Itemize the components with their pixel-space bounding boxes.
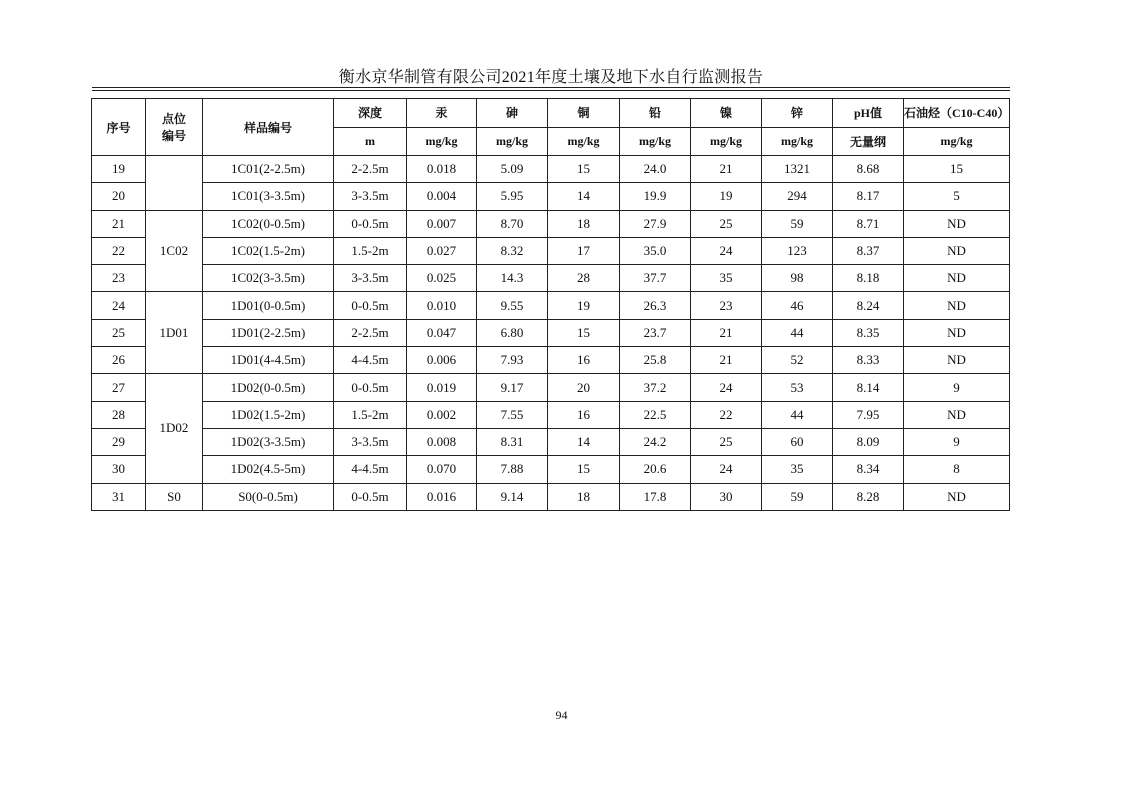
cell-ph: 8.37 — [833, 237, 904, 264]
cell-site: 1C02 — [146, 210, 203, 292]
cell-nickel: 23 — [691, 292, 762, 319]
cell-ph: 8.33 — [833, 347, 904, 374]
cell-sample: 1D01(2-2.5m) — [203, 319, 334, 346]
cell-lead: 23.7 — [620, 319, 691, 346]
unit-copper: mg/kg — [548, 127, 620, 156]
cell-index: 30 — [92, 456, 146, 483]
results-table — [91, 98, 1010, 511]
cell-depth: 1.5-2m — [334, 237, 407, 264]
cell-copper: 28 — [548, 265, 620, 292]
unit-zinc: mg/kg — [762, 127, 833, 156]
cell-copper: 17 — [548, 237, 620, 264]
cell-zinc: 53 — [762, 374, 833, 401]
cell-zinc: 35 — [762, 456, 833, 483]
cell-petroleum: 5 — [904, 183, 1010, 210]
cell-mercury: 0.004 — [407, 183, 477, 210]
cell-index: 28 — [92, 401, 146, 428]
cell-petroleum: 8 — [904, 456, 1010, 483]
cell-ph: 7.95 — [833, 401, 904, 428]
cell-nickel: 19 — [691, 183, 762, 210]
cell-ph: 8.17 — [833, 183, 904, 210]
cell-sample: 1D02(0-0.5m) — [203, 374, 334, 401]
cell-lead: 25.8 — [620, 347, 691, 374]
cell-petroleum: ND — [904, 237, 1010, 264]
table-row — [92, 210, 1010, 237]
table-row — [92, 428, 1010, 455]
cell-petroleum: ND — [904, 319, 1010, 346]
cell-copper: 20 — [548, 374, 620, 401]
cell-depth: 0-0.5m — [334, 210, 407, 237]
cell-depth: 0-0.5m — [334, 483, 407, 510]
cell-zinc: 44 — [762, 401, 833, 428]
col-header-site-line2: 编号 — [161, 129, 186, 143]
cell-copper: 15 — [548, 456, 620, 483]
cell-ph: 8.68 — [833, 156, 904, 183]
cell-nickel: 35 — [691, 265, 762, 292]
cell-arsenic: 5.09 — [477, 156, 548, 183]
cell-index: 29 — [92, 428, 146, 455]
cell-copper: 18 — [548, 483, 620, 510]
cell-nickel: 24 — [691, 374, 762, 401]
cell-arsenic: 6.80 — [477, 319, 548, 346]
table-row — [92, 374, 1010, 401]
col-header-mercury: 汞 — [407, 99, 477, 128]
cell-ph: 8.18 — [833, 265, 904, 292]
table-row — [92, 237, 1010, 264]
cell-mercury: 0.025 — [407, 265, 477, 292]
cell-copper: 16 — [548, 347, 620, 374]
col-header-depth: 深度 — [334, 99, 407, 128]
cell-ph: 8.24 — [833, 292, 904, 319]
cell-nickel: 30 — [691, 483, 762, 510]
cell-petroleum: 9 — [904, 374, 1010, 401]
cell-lead: 24.2 — [620, 428, 691, 455]
cell-arsenic: 7.93 — [477, 347, 548, 374]
cell-copper: 18 — [548, 210, 620, 237]
cell-sample: 1C02(0-0.5m) — [203, 210, 334, 237]
cell-petroleum: ND — [904, 483, 1010, 510]
cell-mercury: 0.016 — [407, 483, 477, 510]
header-rule-thick — [92, 90, 1010, 91]
cell-arsenic: 7.55 — [477, 401, 548, 428]
cell-sample: 1D02(4.5-5m) — [203, 456, 334, 483]
cell-mercury: 0.018 — [407, 156, 477, 183]
cell-index: 26 — [92, 347, 146, 374]
cell-depth: 1.5-2m — [334, 401, 407, 428]
cell-arsenic: 5.95 — [477, 183, 548, 210]
cell-lead: 17.8 — [620, 483, 691, 510]
cell-depth: 3-3.5m — [334, 183, 407, 210]
cell-sample: 1D01(0-0.5m) — [203, 292, 334, 319]
cell-zinc: 44 — [762, 319, 833, 346]
unit-arsenic: mg/kg — [477, 127, 548, 156]
cell-arsenic: 9.14 — [477, 483, 548, 510]
cell-petroleum: ND — [904, 347, 1010, 374]
cell-index: 25 — [92, 319, 146, 346]
cell-zinc: 98 — [762, 265, 833, 292]
table-row — [92, 347, 1010, 374]
col-header-copper: 铜 — [548, 99, 620, 128]
cell-zinc: 59 — [762, 483, 833, 510]
cell-ph: 8.14 — [833, 374, 904, 401]
cell-petroleum: ND — [904, 265, 1010, 292]
cell-lead: 37.7 — [620, 265, 691, 292]
cell-mercury: 0.027 — [407, 237, 477, 264]
header-rule-thin — [92, 87, 1010, 88]
unit-petroleum: mg/kg — [904, 127, 1010, 156]
cell-mercury: 0.047 — [407, 319, 477, 346]
cell-mercury: 0.007 — [407, 210, 477, 237]
cell-lead: 20.6 — [620, 456, 691, 483]
table-row — [92, 156, 1010, 183]
cell-depth: 0-0.5m — [334, 374, 407, 401]
cell-nickel: 25 — [691, 428, 762, 455]
cell-sample: 1C01(3-3.5m) — [203, 183, 334, 210]
cell-ph: 8.34 — [833, 456, 904, 483]
cell-site: S0 — [146, 483, 203, 510]
cell-index: 19 — [92, 156, 146, 183]
page-header: 衡水京华制管有限公司2021年度土壤及地下水自行监测报告 — [338, 69, 764, 86]
cell-sample: S0(0-0.5m) — [203, 483, 334, 510]
cell-lead: 24.0 — [620, 156, 691, 183]
cell-copper: 14 — [548, 428, 620, 455]
cell-lead: 35.0 — [620, 237, 691, 264]
cell-sample: 1C02(3-3.5m) — [203, 265, 334, 292]
col-header-site — [146, 99, 203, 156]
cell-lead: 19.9 — [620, 183, 691, 210]
cell-depth: 3-3.5m — [334, 428, 407, 455]
cell-arsenic: 9.55 — [477, 292, 548, 319]
table-row — [92, 401, 1010, 428]
cell-index: 22 — [92, 237, 146, 264]
cell-site — [146, 156, 203, 211]
cell-mercury: 0.002 — [407, 401, 477, 428]
cell-ph: 8.09 — [833, 428, 904, 455]
cell-sample: 1D02(3-3.5m) — [203, 428, 334, 455]
table-row — [92, 292, 1010, 319]
cell-depth: 4-4.5m — [334, 456, 407, 483]
cell-petroleum: ND — [904, 210, 1010, 237]
cell-zinc: 46 — [762, 292, 833, 319]
cell-arsenic: 9.17 — [477, 374, 548, 401]
cell-copper: 19 — [548, 292, 620, 319]
cell-ph: 8.28 — [833, 483, 904, 510]
cell-lead: 26.3 — [620, 292, 691, 319]
cell-ph: 8.35 — [833, 319, 904, 346]
cell-depth: 2-2.5m — [334, 319, 407, 346]
cell-mercury: 0.019 — [407, 374, 477, 401]
cell-copper: 16 — [548, 401, 620, 428]
cell-depth: 2-2.5m — [334, 156, 407, 183]
cell-zinc: 52 — [762, 347, 833, 374]
col-header-index: 序号 — [92, 99, 146, 156]
col-header-sample: 样品编号 — [203, 99, 334, 156]
cell-lead: 27.9 — [620, 210, 691, 237]
cell-zinc: 294 — [762, 183, 833, 210]
page-number: 94 — [555, 708, 568, 722]
cell-mercury: 0.006 — [407, 347, 477, 374]
cell-petroleum: 9 — [904, 428, 1010, 455]
col-header-ph: pH值 — [833, 99, 904, 128]
cell-nickel: 24 — [691, 237, 762, 264]
cell-mercury: 0.010 — [407, 292, 477, 319]
cell-zinc: 1321 — [762, 156, 833, 183]
cell-site: 1D02 — [146, 374, 203, 483]
unit-depth: m — [334, 127, 407, 156]
cell-ph: 8.71 — [833, 210, 904, 237]
cell-index: 21 — [92, 210, 146, 237]
cell-arsenic: 7.88 — [477, 456, 548, 483]
cell-arsenic: 14.3 — [477, 265, 548, 292]
cell-nickel: 25 — [691, 210, 762, 237]
unit-ph: 无量纲 — [833, 127, 904, 156]
cell-index: 20 — [92, 183, 146, 210]
cell-petroleum: 15 — [904, 156, 1010, 183]
cell-sample: 1C02(1.5-2m) — [203, 237, 334, 264]
cell-index: 23 — [92, 265, 146, 292]
cell-petroleum: ND — [904, 292, 1010, 319]
table-row — [92, 483, 1010, 510]
cell-index: 31 — [92, 483, 146, 510]
unit-nickel: mg/kg — [691, 127, 762, 156]
cell-mercury: 0.070 — [407, 456, 477, 483]
cell-nickel: 21 — [691, 347, 762, 374]
cell-nickel: 24 — [691, 456, 762, 483]
cell-depth: 4-4.5m — [334, 347, 407, 374]
cell-mercury: 0.008 — [407, 428, 477, 455]
cell-lead: 22.5 — [620, 401, 691, 428]
cell-sample: 1D02(1.5-2m) — [203, 401, 334, 428]
unit-lead: mg/kg — [620, 127, 691, 156]
cell-arsenic: 8.70 — [477, 210, 548, 237]
header-row — [92, 99, 1010, 128]
table-row — [92, 456, 1010, 483]
cell-nickel: 21 — [691, 319, 762, 346]
col-header-lead: 铅 — [620, 99, 691, 128]
cell-copper: 14 — [548, 183, 620, 210]
cell-petroleum: ND — [904, 401, 1010, 428]
col-header-petroleum: 石油烃（C10-C40） — [904, 99, 1010, 128]
cell-arsenic: 8.31 — [477, 428, 548, 455]
cell-zinc: 123 — [762, 237, 833, 264]
cell-sample: 1C01(2-2.5m) — [203, 156, 334, 183]
cell-index: 24 — [92, 292, 146, 319]
cell-depth: 0-0.5m — [334, 292, 407, 319]
cell-lead: 37.2 — [620, 374, 691, 401]
cell-nickel: 22 — [691, 401, 762, 428]
col-header-site-line1: 点位 — [161, 112, 186, 126]
col-header-arsenic: 砷 — [477, 99, 548, 128]
table-row — [92, 265, 1010, 292]
col-header-nickel: 镍 — [691, 99, 762, 128]
cell-sample: 1D01(4-4.5m) — [203, 347, 334, 374]
unit-mercury: mg/kg — [407, 127, 477, 156]
cell-zinc: 60 — [762, 428, 833, 455]
cell-copper: 15 — [548, 156, 620, 183]
cell-arsenic: 8.32 — [477, 237, 548, 264]
cell-index: 27 — [92, 374, 146, 401]
table-row — [92, 319, 1010, 346]
cell-nickel: 21 — [691, 156, 762, 183]
cell-copper: 15 — [548, 319, 620, 346]
cell-site: 1D01 — [146, 292, 203, 374]
col-header-zinc: 锌 — [762, 99, 833, 128]
cell-depth: 3-3.5m — [334, 265, 407, 292]
table-row — [92, 183, 1010, 210]
cell-zinc: 59 — [762, 210, 833, 237]
